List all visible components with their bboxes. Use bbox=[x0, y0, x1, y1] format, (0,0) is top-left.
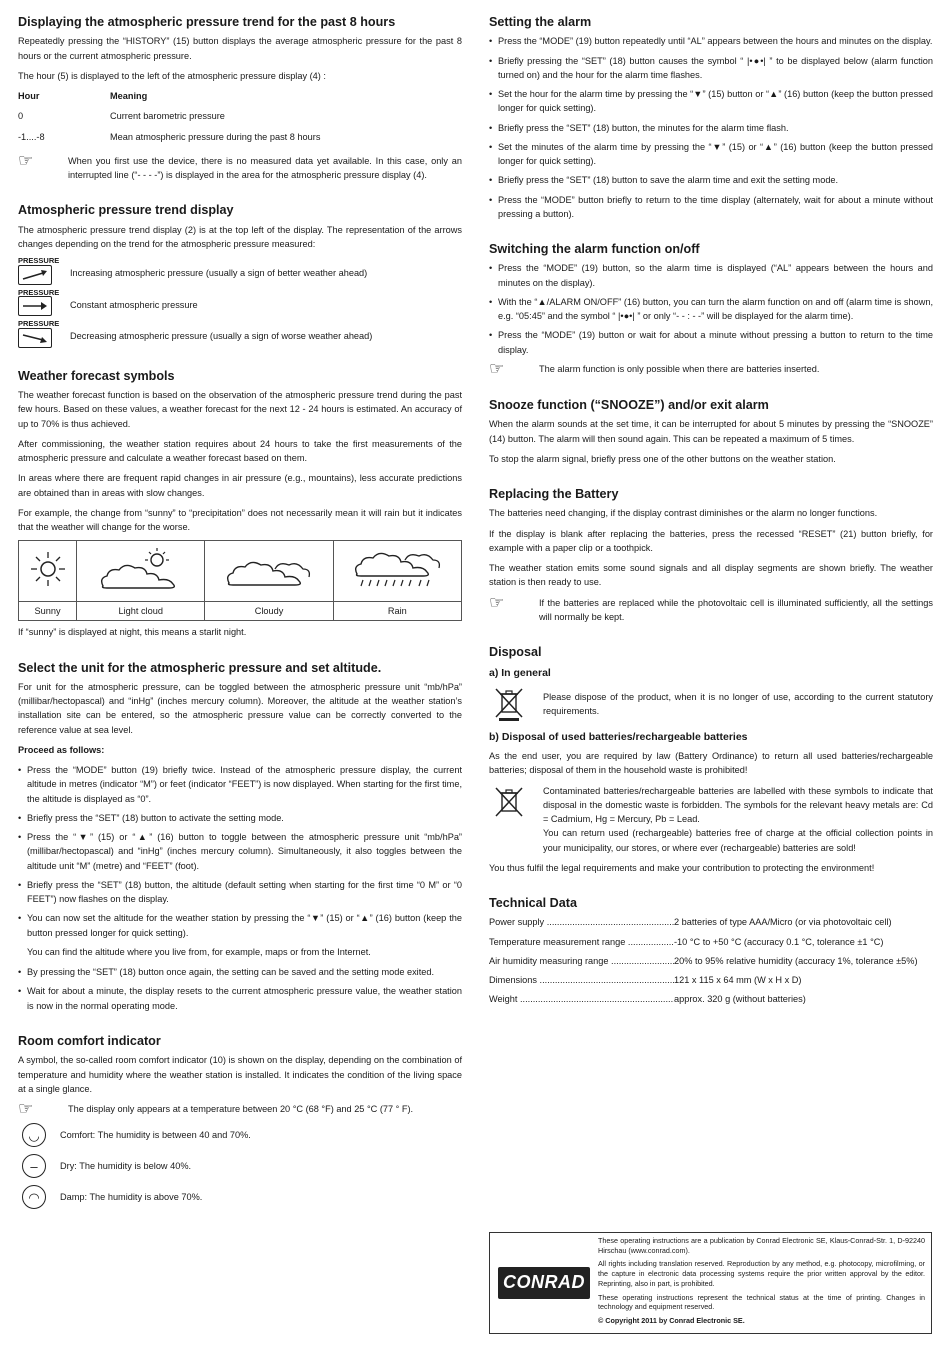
imprint-p1: These operating instructions are a publication by Conrad Electronic SE, Klaus-Conrad-Str. 1, D-92240 Hirschau (www.conrad.com). bbox=[598, 1236, 925, 1255]
forecast-p5: If “sunny” is displayed at night, this means a starlit night. bbox=[18, 627, 247, 638]
unit-steps-list bbox=[18, 763, 462, 940]
pointing-hand-icon: ☞ bbox=[489, 592, 505, 612]
snooze-section bbox=[489, 397, 933, 466]
trend-p1: The atmospheric pressure trend display (2) is at the top left of the display. The representation of the arrows changes depending on the trend for the atmospheric pressure measured: bbox=[18, 224, 462, 249]
snooze-title: Snooze function (“SNOOZE”) and/or exit alarm bbox=[489, 397, 769, 412]
rain-icon bbox=[333, 541, 461, 602]
trend-text-increasing: Increasing atmospheric pressure (usually a sign of better weather ahead) bbox=[70, 268, 368, 279]
table-row bbox=[489, 992, 933, 1006]
pressure-label: PRESSURE bbox=[18, 319, 60, 329]
disposal-section bbox=[489, 644, 933, 875]
list-item: • With the “▲/ALARM ON/OFF” (16) button, you can turn the alarm function on and off (alarm time is shown, e.g. “05:45” and the symbol “ |•●•| ” or only “- - : - -” will be displayed for the alarm time). bbox=[489, 295, 933, 324]
hour-cell: 0 bbox=[18, 111, 24, 122]
battery-p2: If the display is blank after replacing the batteries, press the recessed “RESET” (21) button briefly, for example with a paper clip or a toothpick. bbox=[489, 528, 933, 553]
pressure-label: PRESSURE bbox=[18, 287, 60, 297]
crossed-bin-icon bbox=[489, 784, 529, 822]
cloudy-icon bbox=[205, 541, 333, 602]
weather-label: Cloudy bbox=[205, 602, 333, 621]
hour-table bbox=[18, 89, 462, 150]
table-row bbox=[18, 130, 462, 150]
list-item: • By pressing the “SET” (18) button once again, the setting can be saved and the setting mode exited. bbox=[18, 965, 462, 979]
list-item: • Press the “▼” (15) or “▲” (16) button to toggle between the atmospheric pressure unit “mb/hPa” (millibar/hectopascal) and “inHg” (inches mercury column). Simultaneously, it also toggles between the altitude unit “M” (metre) and “FEET” (foot). bbox=[18, 830, 462, 873]
dry-text: Dry: The humidity is below 40%. bbox=[60, 1160, 192, 1171]
battery-section bbox=[489, 486, 933, 624]
list-item: • You can now set the altitude for the weather station by pressing the “▼” (15) or “▲” (16) button (keep the button pressed longer for quick setting). bbox=[18, 911, 462, 940]
meaning-col-header: Meaning bbox=[110, 91, 148, 102]
unit-title: Select the unit for the atmospheric pressure and set altitude. bbox=[18, 660, 382, 675]
copyright-text: © Copyright 2011 by Conrad Electronic SE. bbox=[598, 1316, 745, 1326]
disposal-b2: Contaminated batteries/rechargeable batteries are labelled with these symbols to indicate that disposal in the domestic waste is forbidden. The symbols for the relevant heavy metals are: Cd = Cadmium, Hg = Mercury, Pb = Lead. bbox=[543, 785, 933, 825]
falling-arrow-icon bbox=[18, 328, 52, 348]
trend-section bbox=[18, 202, 462, 347]
imprint-p2: All rights including translation reserved. Reproduction by any method, e.g. photocopy, microfilming, or the capture in electronic data processing systems require the prior written approval by the editor. Reprinting, also in part, is prohibited. bbox=[598, 1259, 925, 1288]
disposal-sub-b: b) Disposal of used batteries/rechargeable batteries bbox=[489, 730, 748, 743]
table-row bbox=[489, 973, 933, 987]
snooze-p1: When the alarm sounds at the set time, it can be interrupted for about 5 minutes by pressing the “SNOOZE” (14) button. The alarm will then sound again. This can be repeated a maximum of 5 times. bbox=[489, 419, 933, 444]
forecast-title: Weather forecast symbols bbox=[18, 368, 175, 383]
tech-title: Technical Data bbox=[489, 896, 577, 911]
list-item: • Briefly pressing the “SET” (18) button causes the symbol “ |•●•| ” to be displayed below (alarm function turned on) and the hour for the alarm time flashes. bbox=[489, 54, 933, 83]
history-note bbox=[18, 150, 462, 183]
history-title: Displaying the atmospheric pressure trend for the past 8 hours bbox=[18, 15, 396, 29]
history-p2: The hour (5) is displayed to the left of the atmospheric pressure display (4) : bbox=[18, 70, 326, 81]
left-column bbox=[18, 14, 462, 1229]
trend-item-decreasing bbox=[18, 320, 462, 348]
forecast-p3: In areas where there are frequent rapid changes in air pressure (e.g., mountains), less accurate predictions are obtained than in areas with slow changes. bbox=[18, 473, 462, 498]
alarm-section bbox=[489, 14, 933, 221]
damp-text: Damp: The humidity is above 70%. bbox=[60, 1191, 203, 1202]
tech-key: Weight ..... bbox=[489, 992, 674, 1006]
tech-key: Dimensions ..... bbox=[489, 973, 674, 987]
meaning-cell: Current barometric pressure bbox=[110, 111, 225, 122]
alarm-steps-list bbox=[489, 34, 933, 221]
battery-note-text: If the batteries are replaced while the photovoltaic cell is illuminated sufficiently, all the settings will normally be kept. bbox=[539, 597, 933, 622]
pointing-hand-icon: ☞ bbox=[489, 358, 505, 378]
trend-title: Atmospheric pressure trend display bbox=[18, 203, 234, 218]
weather-label: Light cloud bbox=[77, 602, 205, 621]
list-item: • Set the minutes of the alarm time by pressing the “▼” (15) or “▲” (16) button (keep the button pressed longer for quick setting). bbox=[489, 140, 933, 169]
disposal-general bbox=[489, 685, 933, 723]
trend-item-constant bbox=[18, 289, 462, 317]
table-row bbox=[489, 915, 933, 929]
sad-face-icon: ◠ bbox=[22, 1185, 46, 1209]
unit-section bbox=[18, 660, 462, 1013]
switching-note-text: The alarm function is only possible when there are batteries inserted. bbox=[539, 363, 820, 374]
tech-value: 121 x 115 x 64 mm (W x H x D) bbox=[674, 975, 802, 986]
trend-text-decreasing: Decreasing atmospheric pressure (usually a sign of worse weather ahead) bbox=[70, 331, 373, 342]
forecast-p1: The weather forecast function is based on the observation of the atmospheric pressure trend during the past few hours. Based on these values, a weather forecast for the next 12 - 24 hours is estimated. An accuracy of up to 70% is thus achieved. bbox=[18, 390, 462, 429]
comfort-item bbox=[18, 1123, 462, 1147]
disposal-b1: As the end user, you are required by law (Battery Ordinance) to return all used batteries/rechargeable batteries; disposal of them in the household waste is prohibited! bbox=[489, 751, 933, 776]
forecast-p4: For example, the change from “sunny” to “precipitation” does not necessarily mean it will rain but it indicates that the weather will change for the worse. bbox=[18, 507, 462, 533]
list-item: • Press the “MODE” button briefly to return to the time display (alternately, wait for about a minute without pressing a button). bbox=[489, 193, 933, 222]
trend-text-constant: Constant atmospheric pressure bbox=[70, 299, 198, 310]
comfort-note-text: The display only appears at a temperature between 20 °C (68 °F) and 25 °C (77 ° F). bbox=[68, 1104, 414, 1115]
comfort-p1: A symbol, the so-called room comfort indicator (10) is shown on the display, depending on the combination of temperature and humidity where the weather station is installed. It indicates the condition of the living space at a single glance. bbox=[18, 1055, 462, 1094]
trend-item-increasing bbox=[18, 257, 462, 285]
tech-value: approx. 320 g (without batteries) bbox=[674, 994, 806, 1005]
tech-key: Power supply ..... bbox=[489, 915, 674, 929]
proceed-label: Proceed as follows: bbox=[18, 744, 105, 755]
unit-steps-list-2 bbox=[18, 965, 462, 1013]
tech-key: Temperature measurement range ..... bbox=[489, 935, 674, 949]
battery-p1: The batteries need changing, if the display contrast diminishes or the alarm no longer functions. bbox=[489, 508, 878, 519]
imprint-text bbox=[598, 1233, 931, 1333]
disposal-sub-a: a) In general bbox=[489, 666, 551, 679]
battery-title: Replacing the Battery bbox=[489, 487, 619, 502]
pointing-hand-icon: ☞ bbox=[18, 1099, 34, 1119]
forecast-section bbox=[18, 368, 462, 640]
alarm-title: Setting the alarm bbox=[489, 15, 592, 29]
list-item: • Briefly press the “SET” (18) button, the altitude (default setting when starting for the first time “0 M” or “0 FEET”) now flashes on the display. bbox=[18, 878, 462, 907]
list-item: • Briefly press the “SET” (18) button, the minutes for the alarm time flash. bbox=[489, 121, 933, 135]
list-item: • Briefly press the “SET” (18) button to activate the setting mode. bbox=[18, 811, 462, 825]
unit-p1: For unit for the atmospheric pressure, can be toggled between the atmospheric pressure unit “mb/hPa” (millibar/hectopascal) and “inHg” (inches mercury column). Moreover, the altitude at the weather station’s installation site can be entered, so the atmospheric pressure value can be correctly converted to the reference value at sea level. bbox=[18, 681, 462, 735]
table-row bbox=[489, 935, 933, 949]
tech-value: 2 batteries of type AAA/Micro (or via photovoltaic cell) bbox=[674, 917, 892, 928]
table-row bbox=[18, 109, 462, 129]
tech-table bbox=[489, 915, 933, 1006]
disposal-general-text: Please dispose of the product, when it is no longer of use, according to the current statutory requirements. bbox=[543, 691, 933, 716]
sun-icon bbox=[19, 541, 77, 602]
table-row bbox=[489, 954, 933, 968]
switching-section bbox=[489, 241, 933, 377]
right-column bbox=[489, 14, 933, 1027]
weather-symbol-table bbox=[18, 540, 462, 621]
list-item: • Press the “MODE” button (19) briefly twice. Instead of the atmospheric pressure display, the current altitude in metres (indicator “M”) or feet (indicator “FEET”) is now displayed. When starting for the first time, the altitude is displayed as “0”. bbox=[18, 763, 462, 806]
conrad-logo bbox=[490, 1233, 598, 1333]
imprint-box bbox=[489, 1232, 932, 1334]
list-item: • Set the hour for the alarm time by pressing the “▼” (15) button or “▲” (16) button (keep the button pressed longer for quick setting). bbox=[489, 87, 933, 116]
disposal-b3: You can return used (rechargeable) batteries free of charge at the official collection points in your municipality, our stores, or where ever (rechargeable) batteries are sold! bbox=[543, 828, 933, 853]
neutral-face-icon: – bbox=[22, 1154, 46, 1178]
pointing-hand-icon: ☞ bbox=[18, 150, 34, 170]
battery-p3: The weather station emits some sound signals and all display segments are shown briefly. The weather station is then ready to use. bbox=[489, 563, 933, 588]
history-section bbox=[18, 14, 462, 182]
tech-value: 20% to 95% relative humidity (accuracy 1%, tolerance ±5%) bbox=[674, 955, 918, 966]
damp-item bbox=[18, 1185, 462, 1209]
switching-title: Switching the alarm function on/off bbox=[489, 242, 700, 257]
smiley-face-icon: ◡ bbox=[22, 1123, 46, 1147]
dry-item bbox=[18, 1154, 462, 1178]
disposal-batteries-note bbox=[489, 784, 933, 855]
history-p1: Repeatedly pressing the “HISTORY” (15) button displays the average atmospheric pressure for the past 8 hours or the current atmospheric pressure. bbox=[18, 36, 462, 61]
comfort-text: Comfort: The humidity is between 40 and 70%. bbox=[60, 1129, 251, 1140]
list-item: • Press the “MODE” (19) button or wait for about a minute without pressing a button to return to the time display. bbox=[489, 328, 933, 357]
tech-section bbox=[489, 895, 933, 1007]
disposal-title: Disposal bbox=[489, 645, 542, 660]
hour-col-header: Hour bbox=[18, 91, 40, 102]
conrad-logo-text: CONRAD bbox=[498, 1267, 590, 1299]
history-note-text: When you first use the device, there is no measured data yet available. In this case, only an interrupted line (“- - - -”) is displayed in the area for the atmospheric pressure display (4). bbox=[68, 155, 462, 181]
tech-key: Air humidity measuring range ..... bbox=[489, 954, 674, 968]
list-item: • Press the “MODE” (19) button, so the alarm time is displayed (“AL” appears between the hours and minutes on the display). bbox=[489, 261, 933, 290]
weather-label: Rain bbox=[333, 602, 461, 621]
light-cloud-icon bbox=[77, 541, 205, 602]
crossed-bin-icon bbox=[489, 685, 529, 723]
meaning-cell: Mean atmospheric pressure during the past 8 hours bbox=[110, 131, 321, 142]
switching-steps-list bbox=[489, 261, 933, 357]
disposal-b4: You thus fulfil the legal requirements and make your contribution to protecting the environment! bbox=[489, 862, 875, 873]
switching-note bbox=[489, 358, 933, 378]
imprint-p3: These operating instructions represent the technical status at the time of printing. Changes in technology and equipment reserved. bbox=[598, 1292, 925, 1312]
weather-label: Sunny bbox=[19, 602, 77, 621]
flat-arrow-icon bbox=[18, 296, 52, 316]
hour-cell: -1....-8 bbox=[18, 131, 45, 142]
comfort-section bbox=[18, 1033, 462, 1209]
list-item: • Press the “MODE” (19) button repeatedly until “AL” appears between the hours and minutes on the display. bbox=[489, 34, 933, 48]
tech-value: -10 °C to +50 °C (accuracy 0.1 °C, tolerance ±1 °C) bbox=[674, 936, 884, 947]
list-item: • Wait for about a minute, the display resets to the current atmospheric pressure value, the weather station is now in the normal operating mode. bbox=[18, 984, 462, 1013]
battery-note bbox=[489, 592, 933, 625]
comfort-title: Room comfort indicator bbox=[18, 1033, 161, 1048]
pressure-label: PRESSURE bbox=[18, 256, 60, 266]
snooze-p2: To stop the alarm signal, briefly press one of the other buttons on the weather station. bbox=[489, 453, 836, 464]
forecast-p2: After commissioning, the weather station requires about 24 hours to take the first measurements of the atmospheric pressure and calculate a weather forecast based on them. bbox=[18, 438, 462, 464]
comfort-note bbox=[18, 1099, 462, 1119]
unit-indent-text: You can find the altitude where you live from, for example, maps or from the Internet. bbox=[27, 946, 371, 957]
list-item: • Briefly press the “SET” (18) button to save the alarm time and exit the setting mode. bbox=[489, 173, 933, 187]
rising-arrow-icon bbox=[18, 265, 52, 285]
